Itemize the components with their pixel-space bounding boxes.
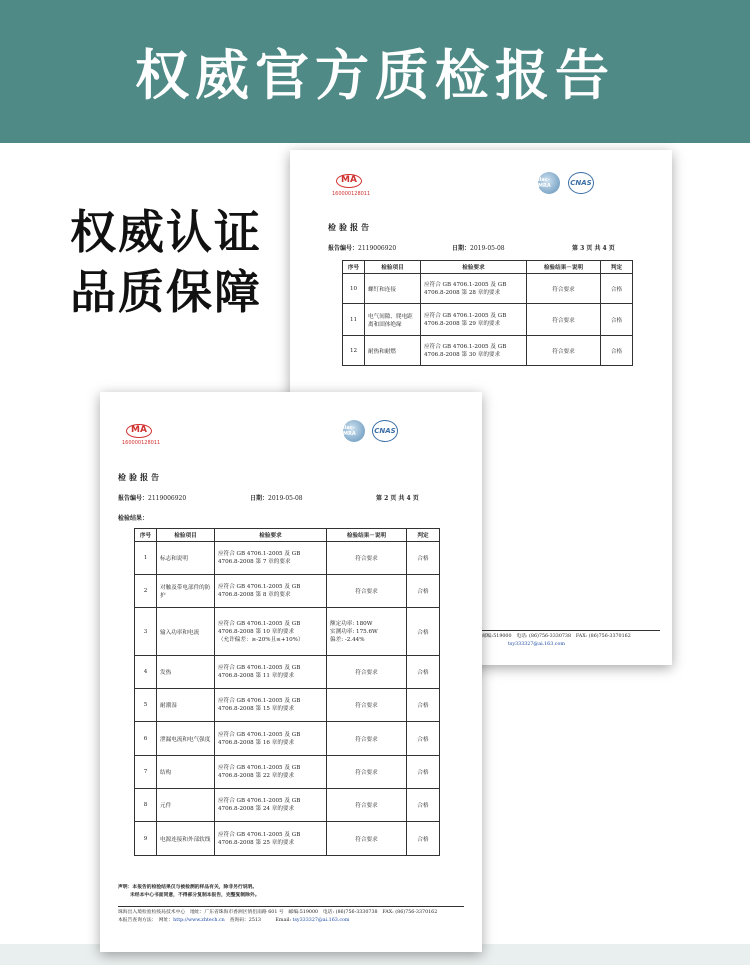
row-no: 2 (135, 575, 157, 608)
header-no: 序号 (343, 261, 365, 274)
table-header-row (135, 529, 440, 542)
table-row (135, 656, 440, 689)
row-no: 11 (343, 304, 365, 336)
row-requirement: 应符合 GB 4706.1-2005 及 GB 4706.8-2008 第 15 章的要求 (215, 689, 327, 722)
declaration-line-1: 声明：本报告的检验结果仅与被检测的样品有关，除非另行说明。 (118, 884, 258, 890)
row-result: 符合要求 (327, 575, 407, 608)
row-requirement: 应符合 GB 4706.1-2005 及 GB 4706.8-2008 第 22 章的要求 (215, 756, 327, 789)
footer-email: tsy333327@ai.163.com (508, 642, 565, 647)
footer-separator (118, 906, 464, 907)
row-requirement: 应符合 GB 4706.1-2005 及 GB 4706.8-2008 第 28 章的要求 (421, 274, 527, 304)
header-no: 序号 (135, 529, 157, 542)
row-verdict: 合格 (407, 722, 440, 756)
table-header-row (343, 261, 633, 274)
row-no: 4 (135, 656, 157, 689)
row-item: 耐潮湿 (157, 689, 215, 722)
cma-number: 160000128011 (332, 191, 371, 197)
row-result: 额定功率: 180W 实测功率: 175.6W 偏差: -2.44% (327, 608, 407, 656)
row-result: 符合要求 (527, 336, 601, 366)
header-item: 检验项目 (157, 529, 215, 542)
footer-center: 珠海出入境检验检疫局技术中心 地址：广东省珠海市香洲区情侣南路 601 号 邮编:519000 电话: (86)756-3330738 FAX: (86)756-3370162 (118, 910, 438, 915)
row-no: 3 (135, 608, 157, 656)
row-no: 12 (343, 336, 365, 366)
row-item: 发热 (157, 656, 215, 689)
cnas-note (600, 174, 636, 179)
row-verdict: 合格 (601, 304, 633, 336)
row-result: 符合要求 (327, 789, 407, 822)
row-item: 耐热和耐燃 (365, 336, 421, 366)
row-no: 10 (343, 274, 365, 304)
cma-number: 160000128011 (122, 440, 161, 446)
table-row (135, 542, 440, 575)
header-requirement: 检验要求 (215, 529, 327, 542)
results-label: 检验结果： (118, 515, 149, 522)
declaration-line-2: 未经本中心书面同意，不得部分复制本报告，完整复制除外。 (130, 892, 260, 898)
row-item: 结构 (157, 756, 215, 789)
footer-separator (480, 630, 660, 631)
row-verdict: 合格 (407, 689, 440, 722)
header-result: 检验结果－说明 (327, 529, 407, 542)
row-result: 符合要求 (327, 656, 407, 689)
row-verdict: 合格 (407, 656, 440, 689)
slogan-line-1: 权威认证 (70, 205, 262, 259)
page-indicator: 第 3 页 共 4 页 (572, 245, 615, 252)
row-requirement: 应符合 GB 4706.1-2005 及 GB 4706.8-2008 第 29 章的要求 (421, 304, 527, 336)
row-verdict: 合格 (407, 789, 440, 822)
header-result: 检验结果－说明 (527, 261, 601, 274)
banner-title: 权威官方质检报告 (135, 44, 615, 107)
row-verdict: 合格 (407, 575, 440, 608)
row-requirement: 应符合 GB 4706.1-2005 及 GB 4706.8-2008 第 30 章的要求 (421, 336, 527, 366)
header-requirement: 检验要求 (421, 261, 527, 274)
row-requirement: 应符合 GB 4706.1-2005 及 GB 4706.8-2008 第 16 章的要求 (215, 722, 327, 756)
page-indicator: 第 2 页 共 4 页 (376, 495, 419, 502)
row-verdict: 合格 (407, 608, 440, 656)
report-title: 检验报告 (328, 222, 372, 232)
row-result: 符合要求 (327, 689, 407, 722)
row-item: 电气间隙、爬电距离和固体绝缘 (365, 304, 421, 336)
row-requirement: 应符合 GB 4706.1-2005 及 GB 4706.8-2008 第 8 章的要求 (215, 575, 327, 608)
row-requirement: 应符合 GB 4706.1-2005 及 GB 4706.8-2008 第 25 章的要求 (215, 822, 327, 856)
row-no: 7 (135, 756, 157, 789)
row-requirement: 应符合 GB 4706.1-2005 及 GB 4706.8-2008 第 24 章的要求 (215, 789, 327, 822)
row-no: 1 (135, 542, 157, 575)
row-requirement: 应符合 GB 4706.1-2005 及 GB 4706.8-2008 第 7 章的要求 (215, 542, 327, 575)
row-requirement: 应符合 GB 4706.1-2005 及 GB 4706.8-2008 第 10 章的要求 （允许偏差：≥-20%且≤+10%） (215, 608, 327, 656)
cnas-logo-icon: CNAS (372, 420, 398, 442)
row-requirement: 应符合 GB 4706.1-2005 及 GB 4706.8-2008 第 11 章的要求 (215, 656, 327, 689)
row-item: 输入功率和电流 (157, 608, 215, 656)
row-item: 螺钉和连接 (365, 274, 421, 304)
header-item: 检验项目 (365, 261, 421, 274)
table-row (343, 336, 633, 366)
header-verdict: 判定 (407, 529, 440, 542)
report-date: 日期：2019-05-08 (250, 495, 303, 502)
table-row (135, 722, 440, 756)
cnas-logo-icon: CNAS (568, 172, 594, 194)
table-row (135, 789, 440, 822)
row-item: 对触及带电部件的防护 (157, 575, 215, 608)
table-row (135, 822, 440, 856)
report-page-2 (100, 392, 482, 952)
ilac-mra-seal-icon: ilac-MRA (538, 172, 560, 194)
row-verdict: 合格 (601, 336, 633, 366)
row-no: 6 (135, 722, 157, 756)
table-row (343, 304, 633, 336)
row-result: 符合要求 (527, 274, 601, 304)
footer-query: 本报告查询方法： 网址：http://www.zhtech.cn 查询码：2513 Email: tsy333327@ai.163.com (118, 918, 350, 923)
row-verdict: 合格 (407, 822, 440, 856)
row-no: 9 (135, 822, 157, 856)
report-number: 报告编号：2119006920 (328, 245, 397, 252)
row-verdict: 合格 (601, 274, 633, 304)
row-item: 元件 (157, 789, 215, 822)
footer-email-link[interactable]: tsy333327@ai.163.com (292, 918, 350, 923)
results-table (342, 260, 633, 366)
report-date: 日期：2019-05-08 (452, 245, 505, 252)
table-row (135, 689, 440, 722)
row-result: 符合要求 (327, 822, 407, 856)
table-row (135, 575, 440, 608)
row-item: 泄漏电流和电气强度 (157, 722, 215, 756)
cnas-note (404, 422, 440, 427)
ilac-mra-seal-icon: ilac-MRA (343, 420, 365, 442)
slogan-line-2: 品质保障 (70, 265, 262, 319)
table-row (343, 274, 633, 304)
footer-site-link[interactable]: http://www.zhtech.cn (173, 918, 225, 923)
row-verdict: 合格 (407, 756, 440, 789)
table-row (135, 756, 440, 789)
header-verdict: 判定 (601, 261, 633, 274)
row-result: 符合要求 (327, 722, 407, 756)
row-no: 5 (135, 689, 157, 722)
row-result: 符合要求 (327, 542, 407, 575)
header-banner (0, 0, 750, 143)
footer-address: 邮编:519000 电话: (86)756-3330738 FAX: (86)756-3370162 (482, 634, 631, 639)
row-item: 标志和说明 (157, 542, 215, 575)
report-number: 报告编号：2119006920 (118, 495, 187, 502)
table-row (135, 608, 440, 656)
row-result: 符合要求 (327, 756, 407, 789)
report-title: 检验报告 (118, 472, 162, 482)
row-verdict: 合格 (407, 542, 440, 575)
cma-logo: MA (126, 424, 152, 438)
row-item: 电源连接和外部软线 (157, 822, 215, 856)
row-no: 8 (135, 789, 157, 822)
results-table (134, 528, 440, 856)
row-result: 符合要求 (527, 304, 601, 336)
cma-logo: MA (336, 174, 362, 188)
